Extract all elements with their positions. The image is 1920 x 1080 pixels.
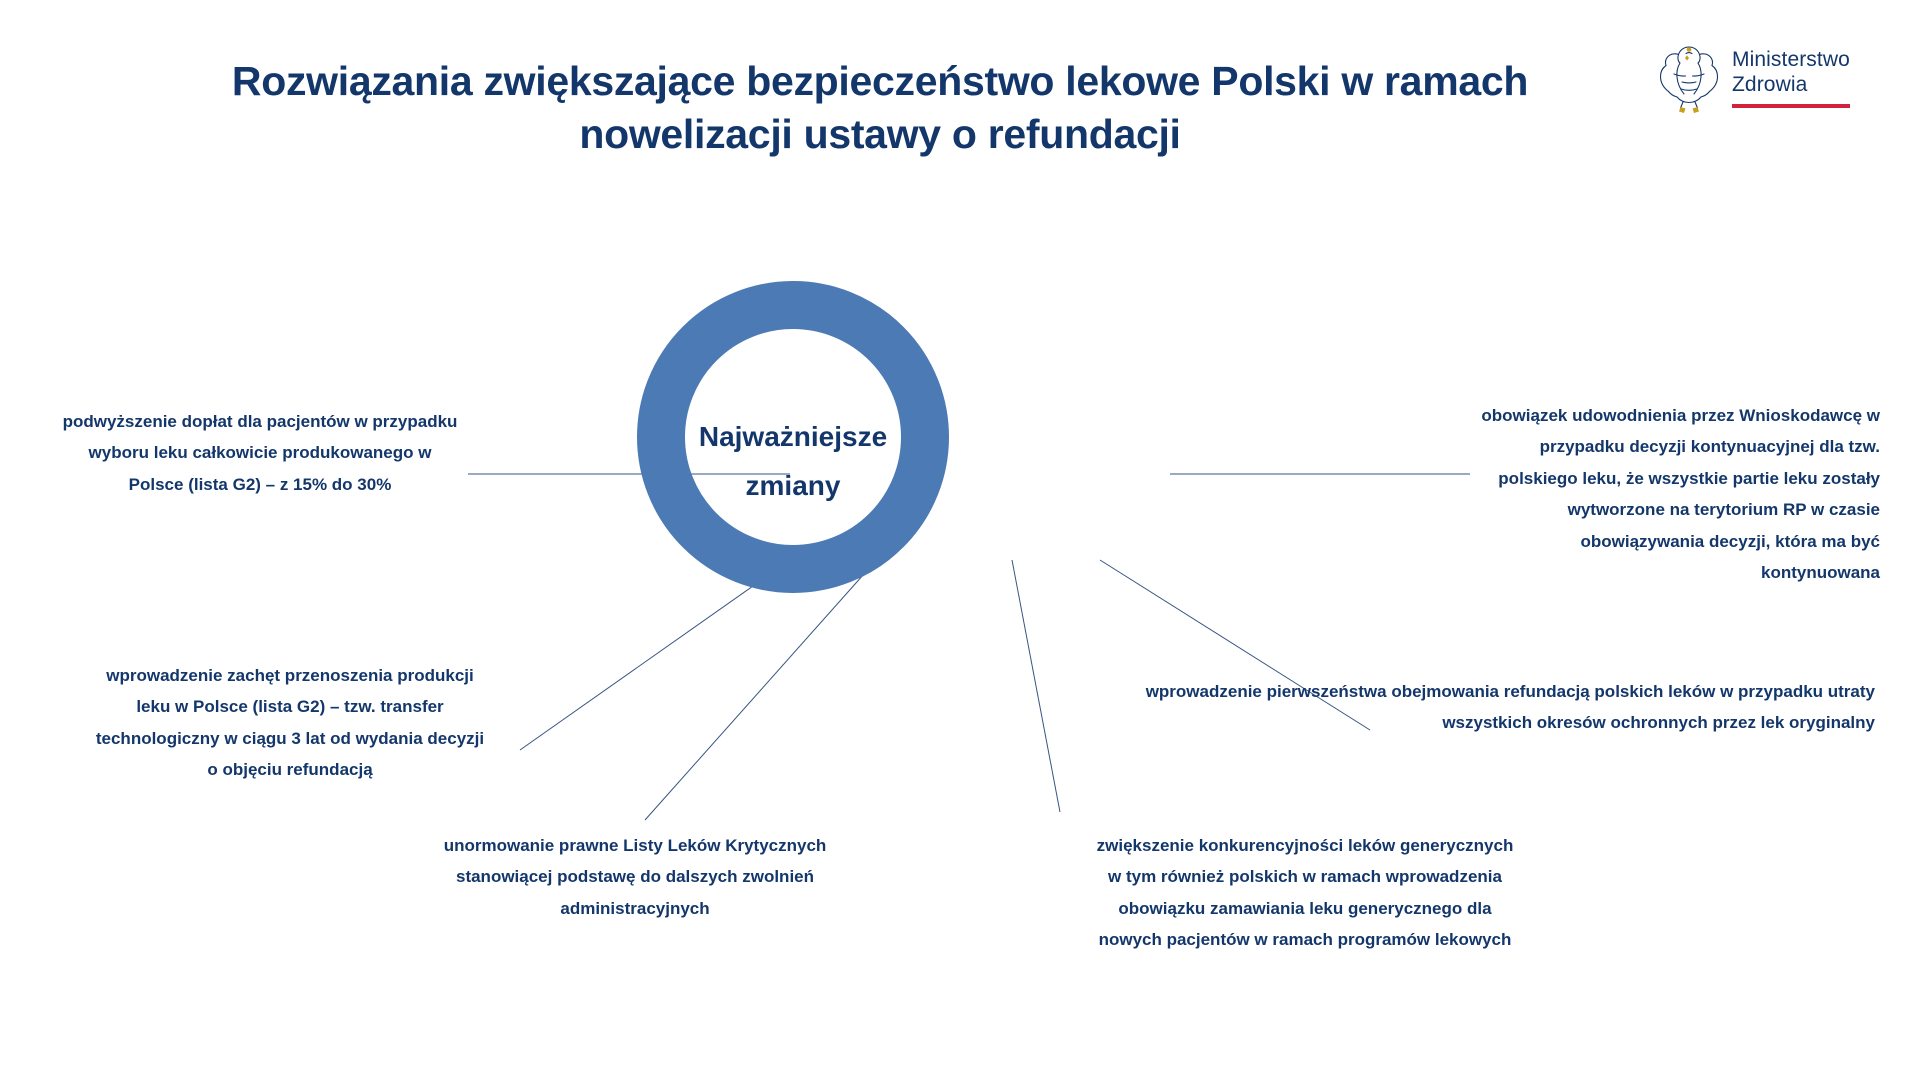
callout-production-transfer-incentives: wprowadzenie zachęt przenoszenia produkcji leku w Polsce (lista G2) – tzw. transfer technologiczny w ciągu 3 lat od wydania decyzji o objęciu refundacją: [95, 666, 485, 780]
callout-patient-copayment: podwyższenie dopłat dla pacjentów w przypadku wyboru leku całkowicie produkowanego w Polsce (lista G2) – z 15% do 30%: [62, 412, 458, 494]
ministry-logo-text: [1732, 48, 1850, 109]
ministry-logo: [1656, 40, 1850, 116]
callout-critical-drugs-list: unormowanie prawne Listy Leków Krytycznych stanowiącej podstawę do dalszych zwolnień administracyjnych: [443, 836, 827, 918]
donut-ring: [628, 272, 958, 602]
donut-center-label: Najważniejsze zmiany: [698, 421, 888, 501]
ministry-logo-line2: Zdrowia: [1732, 72, 1808, 96]
callout-applicant-proof-obligation: obowiązek udowodnienia przez Wnioskodawcę w przypadku decyzji kontynuacyjnej dla tzw. polskiego leku, że wszystkie partie leku zostały wytworzone na terytorium RP w czasie obowiązywania decyzji, która ma być kontynuowana: [1481, 406, 1880, 583]
ministry-logo-line1: Ministerstwo: [1732, 47, 1850, 71]
page-title: Rozwiązania zwiększające bezpieczeństwo lekowe Polski w ramach nowelizacji ustawy o refundacji: [231, 58, 1529, 158]
callout-generic-competitiveness: zwiększenie konkurencyjności leków generycznych w tym również polskich w ramach wprowadzenia obowiązku zamawiania leku generycznego dla nowych pacjentów w ramach programów lekowych: [1096, 836, 1514, 950]
ministry-logo-accent-rule: [1732, 104, 1850, 108]
polish-eagle-emblem-icon: [1656, 40, 1722, 116]
callout-reimbursement-priority: wprowadzenie pierwszeństwa obejmowania refundacją polskich leków w przypadku utraty wszystkich okresów ochronnych przez lek oryginalny: [1145, 682, 1875, 733]
